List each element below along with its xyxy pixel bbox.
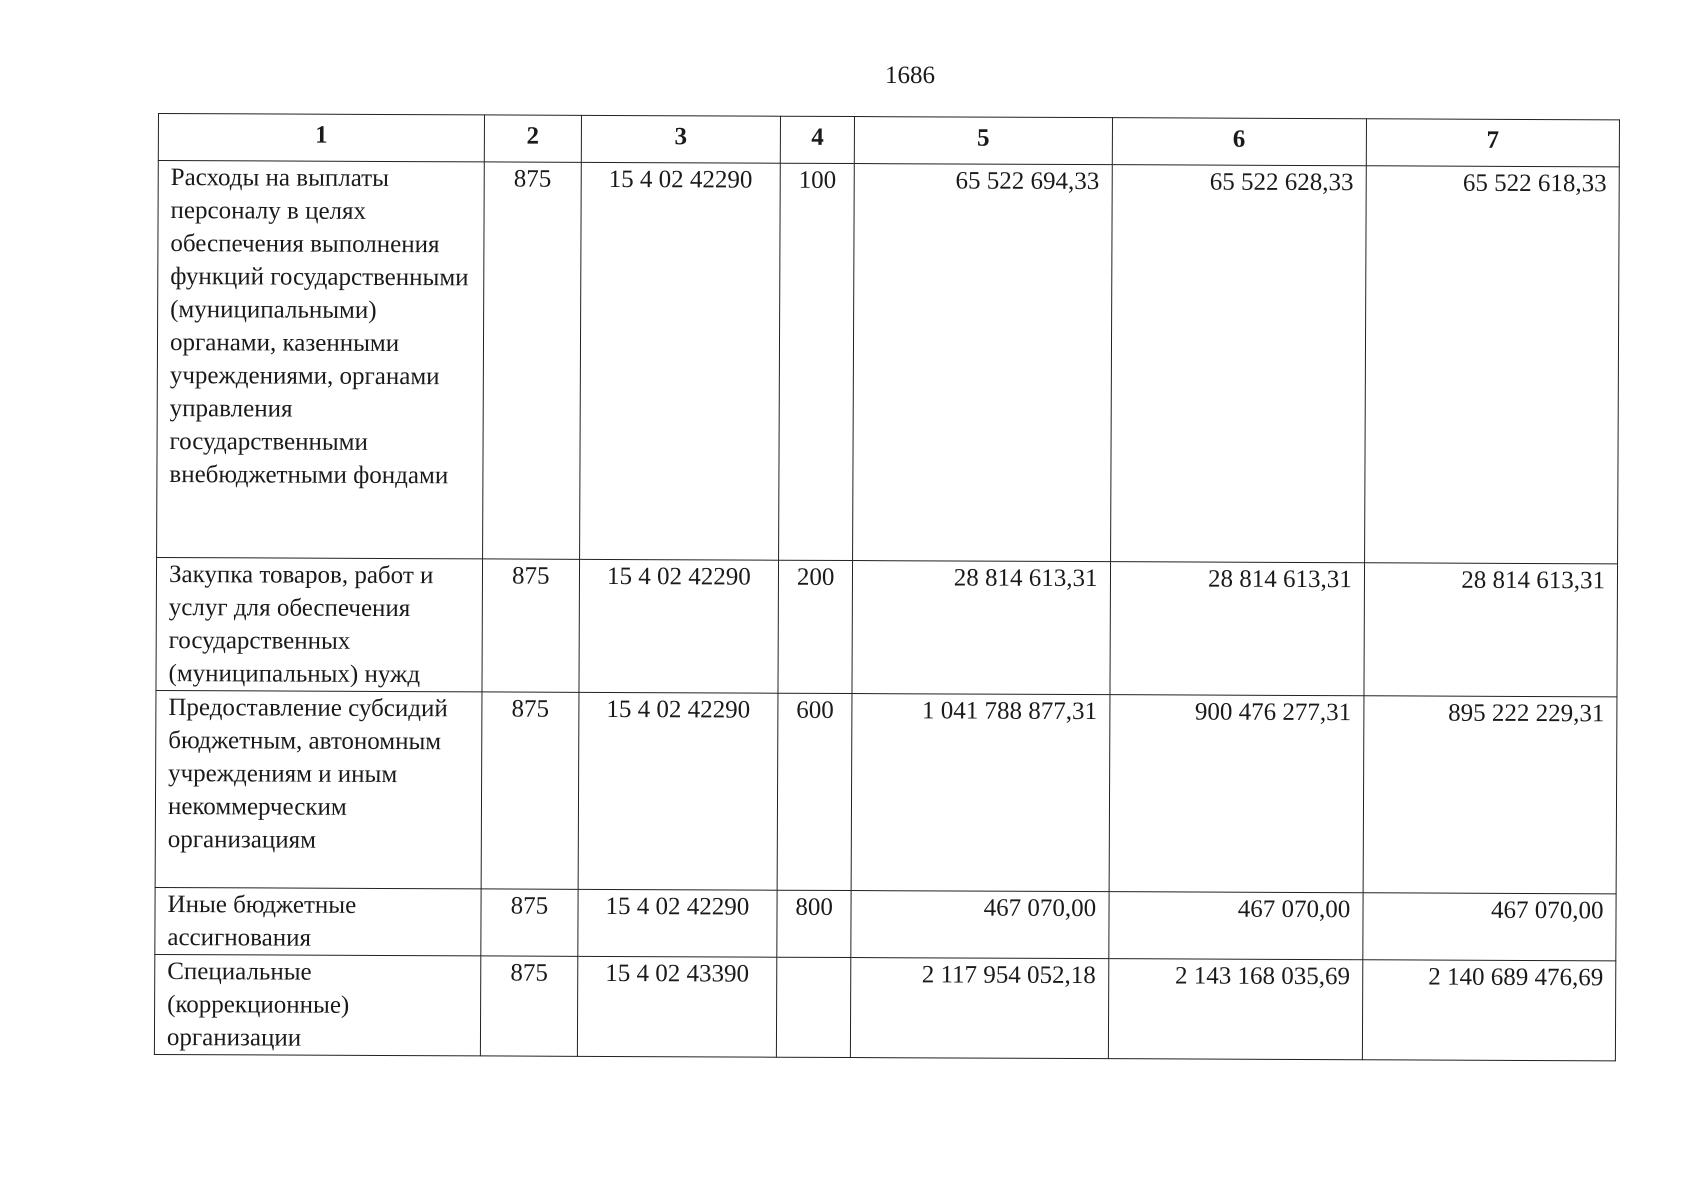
column-header-7: 7 bbox=[1366, 119, 1619, 167]
table-row bbox=[156, 557, 1618, 696]
row-amount-6: 900 476 277,31 bbox=[1109, 695, 1364, 893]
row-code: 875 bbox=[480, 956, 577, 1056]
row-name: Закупка товаров, работ и услуг для обеспечения государственных (муниципальных) нужд bbox=[156, 557, 483, 691]
budget-table bbox=[154, 113, 1620, 1061]
table-row bbox=[154, 954, 1615, 1060]
row-expense-type: 200 bbox=[778, 560, 853, 693]
row-amount-7: 28 814 613,31 bbox=[1364, 563, 1618, 697]
row-code: 875 bbox=[482, 559, 579, 692]
row-amount-6: 65 522 628,33 bbox=[1110, 165, 1366, 563]
row-amount-6: 2 143 168 035,69 bbox=[1108, 959, 1363, 1060]
row-name: Иные бюджетные ассигнования bbox=[155, 887, 481, 955]
column-header-2: 2 bbox=[484, 115, 581, 162]
header-row bbox=[158, 114, 1619, 167]
table-row bbox=[155, 887, 1616, 960]
page-number: 1686 bbox=[885, 62, 935, 89]
table-row bbox=[155, 690, 1617, 893]
row-target-article: 15 4 02 43390 bbox=[577, 956, 777, 1057]
row-expense-type: 100 bbox=[779, 163, 855, 560]
row-amount-5: 2 117 954 052,18 bbox=[851, 958, 1109, 1059]
row-name: Расходы на выплаты персоналу в целях обеспечения выполнения функций государственными (муниципальными) органами, казенными учреждениями, органами управления государственными внебюджетными фондами bbox=[157, 161, 485, 559]
row-amount-7: 2 140 689 476,69 bbox=[1362, 960, 1616, 1061]
column-header-4: 4 bbox=[780, 116, 854, 163]
row-amount-5: 1 041 788 877,31 bbox=[851, 694, 1109, 892]
table-row bbox=[157, 161, 1620, 564]
row-amount-6: 467 070,00 bbox=[1108, 892, 1363, 960]
row-target-article: 15 4 02 42290 bbox=[578, 692, 778, 890]
row-expense-type: 800 bbox=[777, 890, 851, 957]
column-header-5: 5 bbox=[854, 117, 1112, 165]
row-amount-7: 467 070,00 bbox=[1363, 893, 1616, 961]
column-header-6: 6 bbox=[1112, 118, 1366, 166]
row-name: Предоставление субсидий бюджетным, автономным учреждениям и иным некоммерческим организациям bbox=[155, 690, 482, 888]
column-header-1: 1 bbox=[158, 114, 484, 162]
row-code: 875 bbox=[481, 692, 578, 889]
row-amount-7: 895 222 229,31 bbox=[1363, 696, 1617, 894]
row-target-article: 15 4 02 42290 bbox=[579, 559, 779, 693]
row-expense-type bbox=[777, 957, 851, 1057]
row-amount-5: 28 814 613,31 bbox=[852, 561, 1110, 695]
budget-table-wrapper bbox=[154, 113, 1620, 1061]
row-amount-6: 28 814 613,31 bbox=[1110, 562, 1365, 696]
row-target-article: 15 4 02 42290 bbox=[577, 889, 777, 957]
column-header-3: 3 bbox=[581, 115, 781, 163]
row-expense-type: 600 bbox=[777, 693, 852, 890]
row-amount-5: 467 070,00 bbox=[851, 891, 1109, 959]
row-target-article: 15 4 02 42290 bbox=[579, 162, 780, 560]
row-name: Специальные (коррекционные) организации bbox=[154, 954, 481, 1055]
row-code: 875 bbox=[481, 889, 578, 956]
row-amount-7: 65 522 618,33 bbox=[1364, 166, 1619, 564]
row-amount-5: 65 522 694,33 bbox=[853, 164, 1112, 562]
row-code: 875 bbox=[483, 162, 581, 559]
